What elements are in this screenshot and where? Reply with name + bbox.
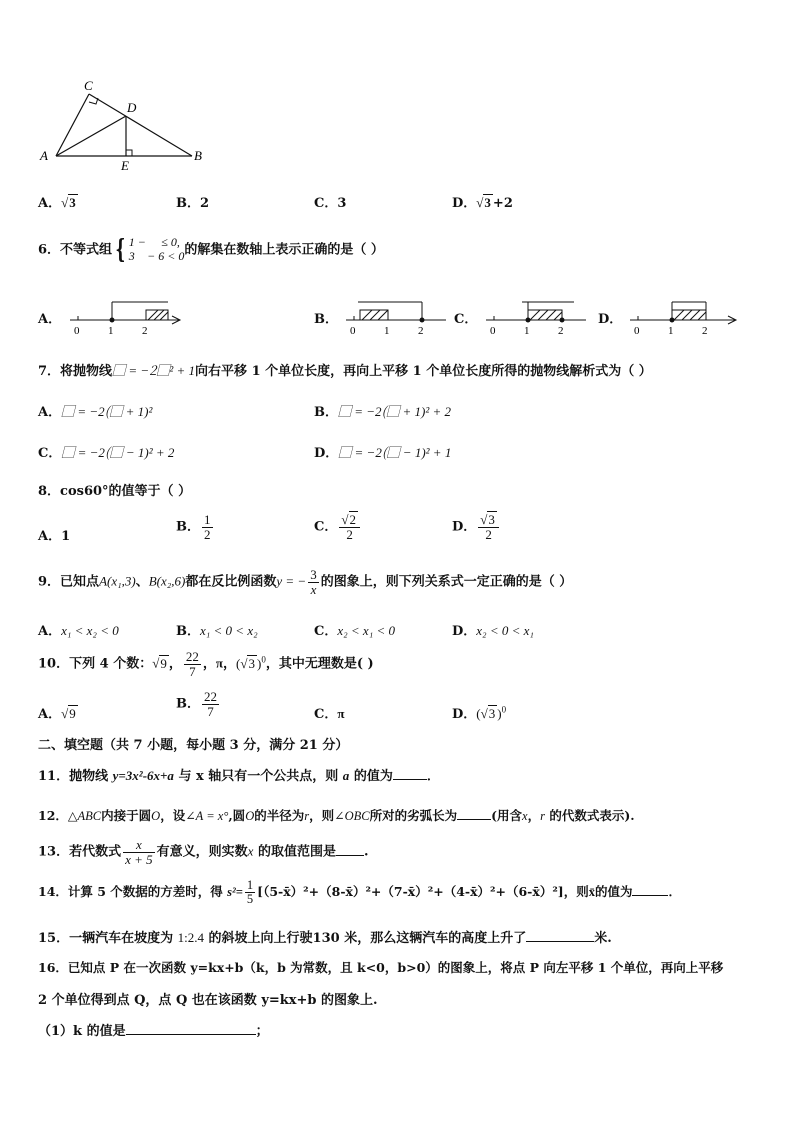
svg-text:1: 1 bbox=[384, 325, 390, 337]
q5-option-c: C．3 bbox=[314, 196, 347, 211]
q10-stem: 10．下列 4 个数：√9 ， $\frac{22}{7}$ ，π，(√3 )$^0$，其中无理数是( ) bbox=[38, 649, 374, 679]
q15: 15．一辆汽车在坡度为 1:2.4 的斜坡上向上行驶130 米，那么这辆汽车的高度上升了 米. bbox=[38, 930, 612, 946]
label-e: E bbox=[121, 158, 129, 173]
label-a: A bbox=[40, 148, 48, 163]
q8-option-c: C． $\frac{√2}{2}$ bbox=[314, 513, 362, 541]
svg-text:2: 2 bbox=[702, 325, 708, 337]
q9-option-d: D．x₂ < 0 < x₁ bbox=[452, 623, 534, 639]
q13-blank[interactable] bbox=[336, 855, 364, 856]
q13: 13．若代数式 $\frac{x}{x + 5}$ 有意义，则实数x 的取值范围是 . bbox=[38, 837, 369, 867]
svg-text:2: 2 bbox=[558, 325, 564, 337]
q6-stem: 6．不等式组 { 1 − ⃞ ≤ 0, 3⃞ − 6 < 0 的解集在数轴上表示正确的是（ ） bbox=[38, 234, 384, 265]
svg-text:0: 0 bbox=[74, 325, 80, 337]
q7-stem: 7．将抛物线⃞ = −2⃞² + 1向右平移 1 个单位长度，再向上平移 1 个单位长度所得的抛物线解析式为（ ） bbox=[38, 363, 652, 379]
q5-option-b: B．2 bbox=[176, 196, 210, 211]
svg-text:2: 2 bbox=[418, 325, 424, 337]
svg-text:0: 0 bbox=[350, 325, 356, 337]
q7-option-b: B．⃞ = −2(⃞ + 1)² + 2 bbox=[314, 404, 452, 420]
q7-option-c: C．⃞ = −2(⃞ − 1)² + 2 bbox=[38, 445, 175, 461]
q8-stem: 8．cos60°的值等于（ ） bbox=[38, 484, 192, 499]
q6-option-c-label: C． bbox=[454, 312, 478, 327]
q8-option-b: B． $\frac{1}{2}$ bbox=[176, 512, 211, 542]
q16-blank[interactable] bbox=[126, 1034, 256, 1035]
q10-option-a: A．√9 bbox=[38, 706, 76, 722]
label-b: B bbox=[194, 148, 202, 163]
q9-stem: 9．已知点A(x₁,3)、B(x₂,6)都在反比例函数y = − $\frac{3}{x}$ 的图象上，则下列关系式一定正确的是（ ） bbox=[38, 567, 573, 597]
q5-option-a: A．√3 bbox=[38, 195, 76, 211]
q11-blank[interactable] bbox=[393, 779, 427, 780]
q5-option-d: D．√3 +2 bbox=[452, 195, 513, 211]
q6-line1: 1 − ⃞ ≤ 0, bbox=[128, 235, 180, 249]
q6-numberline-a bbox=[66, 298, 186, 340]
q7-option-a: A．⃞ = −2(⃞ + 1)² bbox=[38, 404, 153, 420]
q10-option-b: B． $\frac{22}{7}$ bbox=[176, 689, 217, 719]
q16-line2: 2 个单位得到点 Q，点 Q 也在该函数 y=kx+b 的图象上. bbox=[38, 993, 378, 1008]
q15-blank[interactable] bbox=[526, 941, 594, 942]
q6-option-a-label: A． bbox=[38, 312, 62, 327]
q9-option-a: A．x₁ < x₂ < 0 bbox=[38, 623, 119, 639]
svg-text:1: 1 bbox=[108, 325, 114, 337]
q6-numberline-b bbox=[342, 298, 452, 340]
q6-line2: 3⃞ − 6 < 0 bbox=[128, 248, 185, 263]
svg-text:2: 2 bbox=[142, 325, 148, 337]
q7-option-d: D．⃞ = −2(⃞ − 1)² + 1 bbox=[314, 445, 452, 461]
q16-sub1: （1）k 的值是 ； bbox=[38, 1024, 269, 1039]
q10-option-c: C．π bbox=[314, 706, 345, 722]
q16-line1: 16．已知点 P 在一次函数 y=kx+b（k，b 为常数，且 k<0，b>0）的图象上，将点 P 向左平移 1 个单位，再向上平移 bbox=[38, 960, 724, 975]
q8-option-a: A．1 bbox=[38, 529, 71, 544]
q14: 14．计算 5 个数据的方差时，得 s²= $\frac{1}{5}$ [（5-x̄）²+（8-x̄）²+（7-x̄）²+（4-x̄）²+（6-x̄）²]，则x̄的值为 ． bbox=[38, 878, 681, 907]
q9-option-c: C．x₂ < x₁ < 0 bbox=[314, 623, 395, 639]
q6-numberline-c bbox=[482, 298, 592, 340]
section2-title: 二、填空题（共 7 小题，每小题 3 分，满分 21 分） bbox=[38, 738, 349, 753]
q9-option-b: B．x₁ < 0 < x₂ bbox=[176, 623, 258, 639]
label-d: D bbox=[127, 100, 137, 115]
svg-text:0: 0 bbox=[634, 325, 640, 337]
q12-blank[interactable] bbox=[457, 819, 491, 820]
q10-option-d: D．(√3 )$^0$ bbox=[452, 704, 507, 722]
q6-option-d-label: D． bbox=[598, 312, 623, 327]
svg-text:1: 1 bbox=[668, 325, 674, 337]
svg-text:1: 1 bbox=[524, 325, 530, 337]
q6-option-b-label: B． bbox=[314, 312, 338, 327]
triangle-figure bbox=[34, 76, 214, 176]
svg-text:0: 0 bbox=[490, 325, 496, 337]
label-c: C bbox=[84, 78, 93, 93]
q6-numberline-d bbox=[626, 298, 742, 340]
q11: 11．抛物线 y=3x²-6x+a 与 x 轴只有一个公共点，则 a 的值为 ． bbox=[38, 768, 440, 784]
q14-blank[interactable] bbox=[632, 895, 668, 896]
q8-option-d: D． $\frac{√3}{2}$ bbox=[452, 513, 501, 541]
q12: 12．△ABC内接于圆O，设∠A = x°,圆O的半径为r，则∠OBC所对的劣弧长为 (用含x，r 的代数式表示). bbox=[38, 808, 635, 823]
